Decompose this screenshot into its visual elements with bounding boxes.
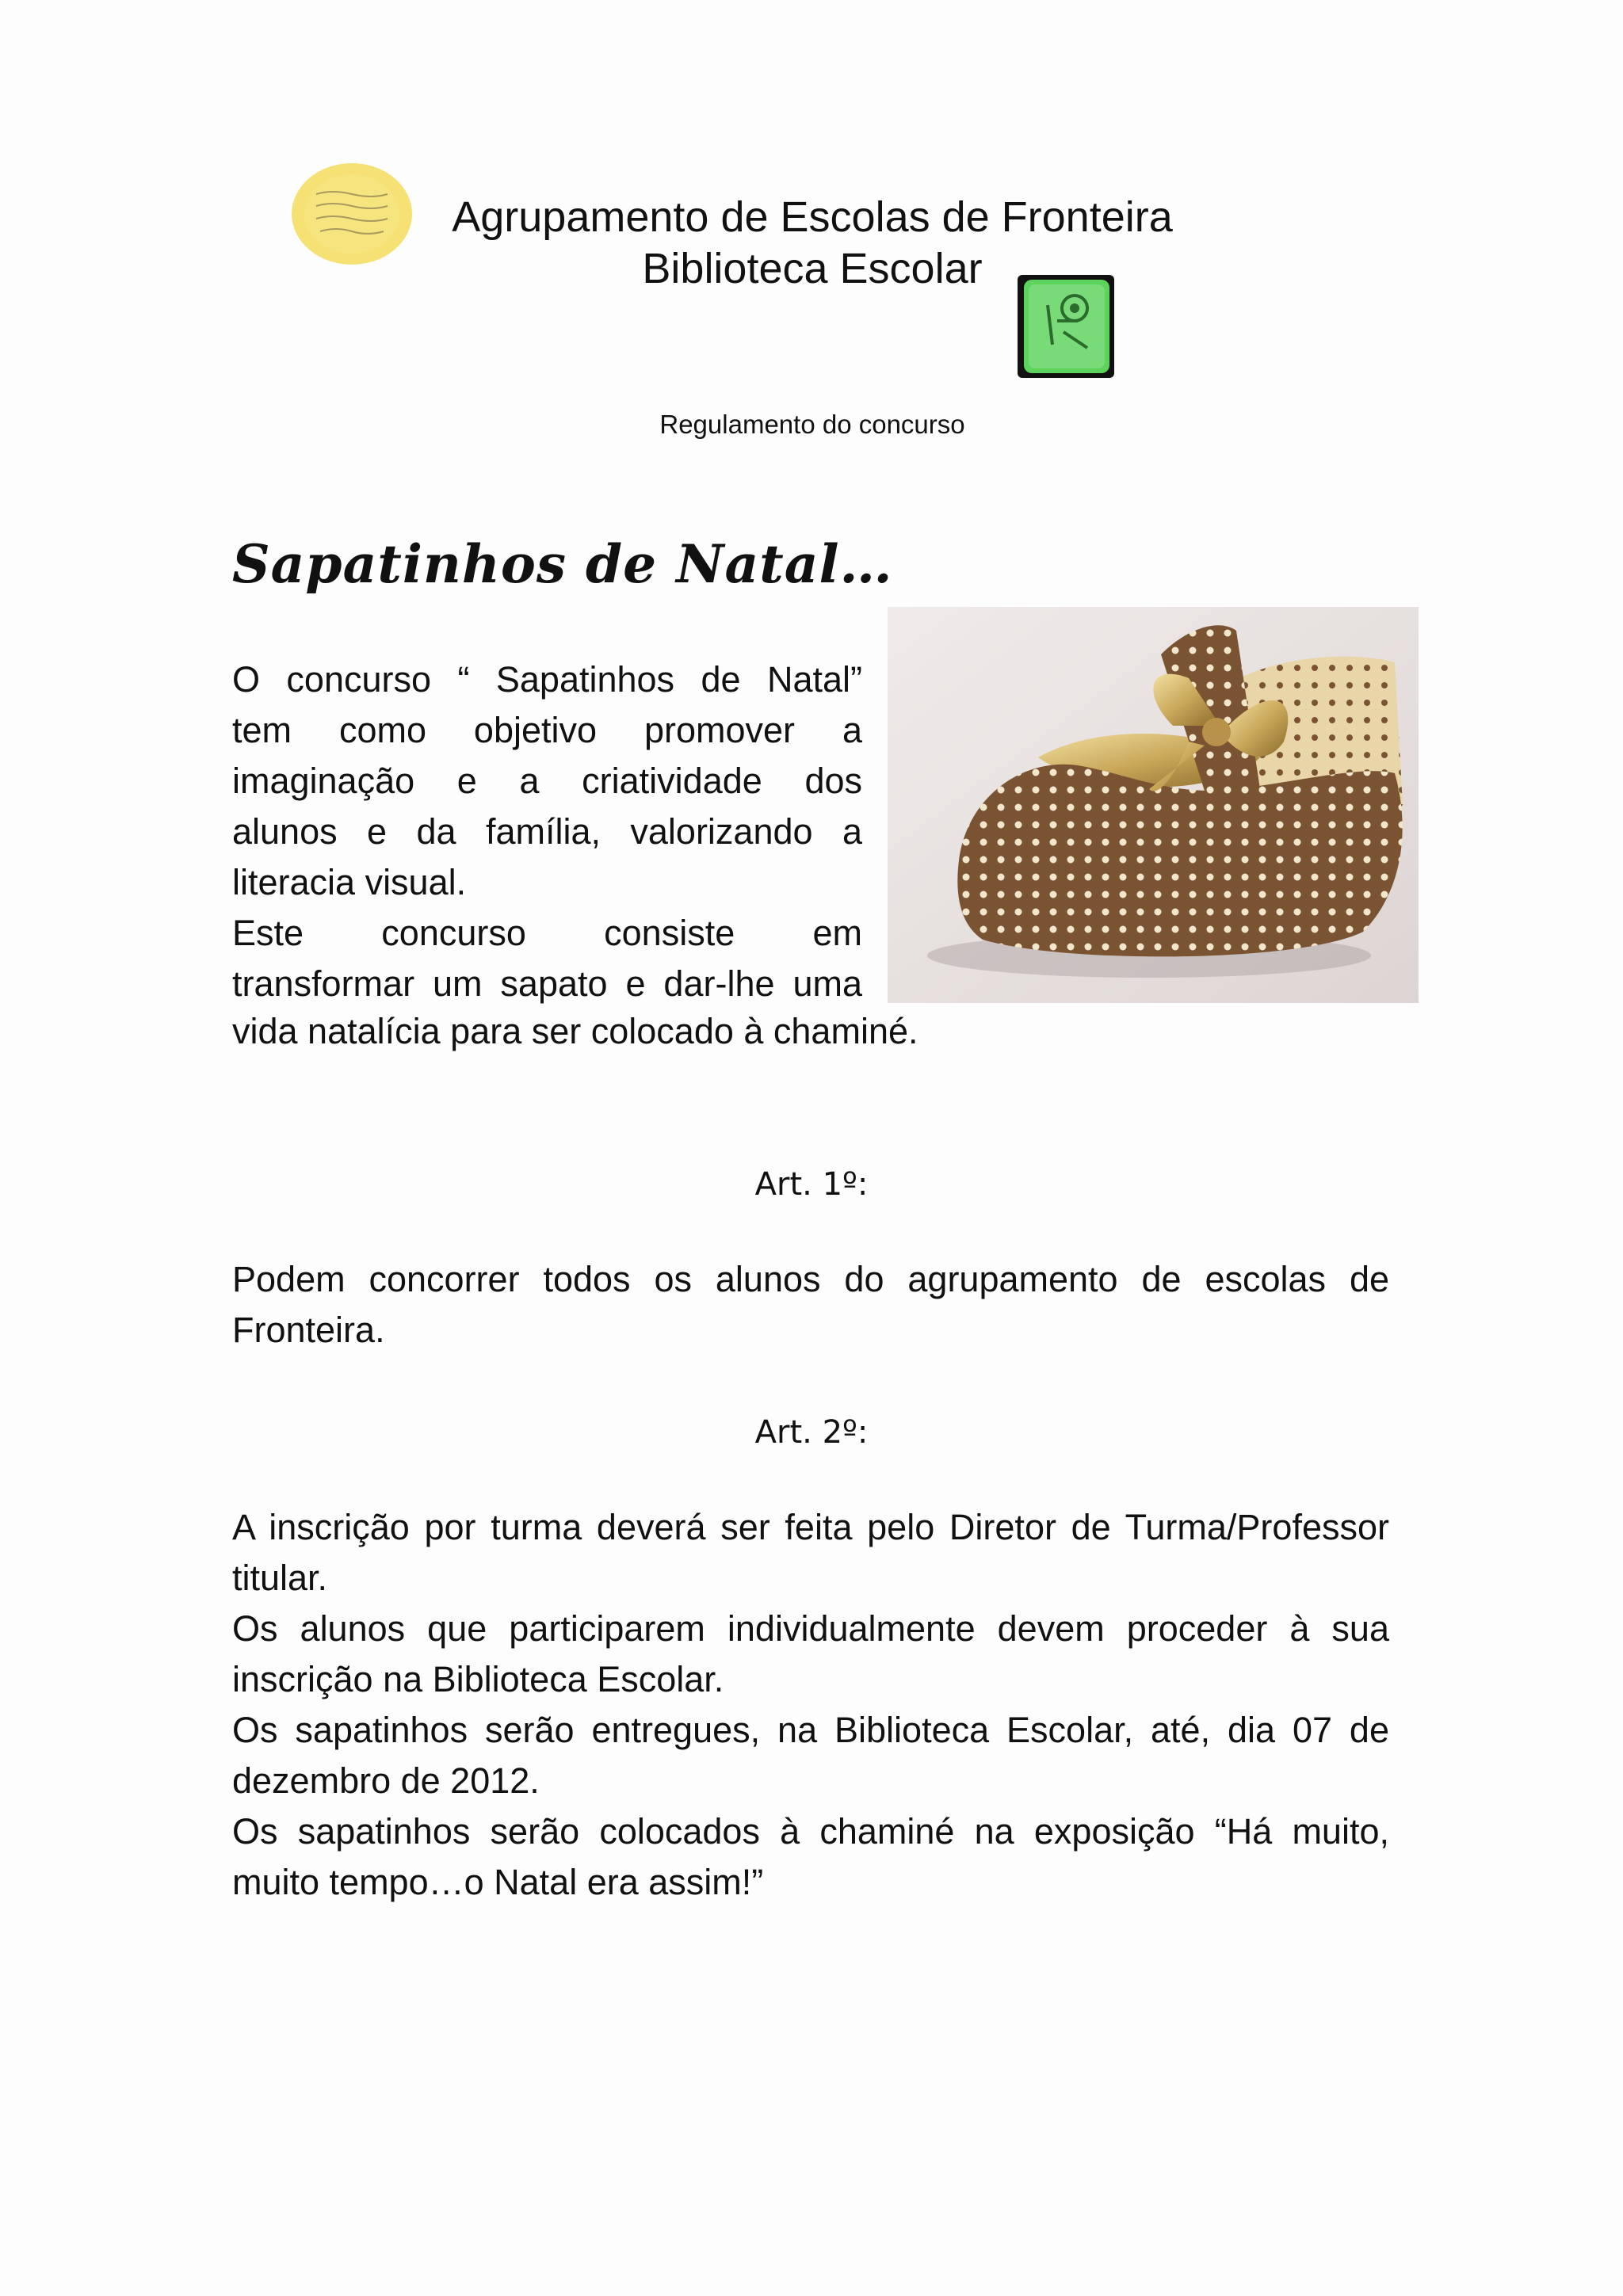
regulation-subtitle: Regulamento do concurso: [659, 410, 965, 439]
intro-line: alunos e da família, valorizando a: [232, 811, 862, 852]
intro-line: Este concurso consiste em: [232, 913, 862, 953]
library-logo: [1016, 273, 1116, 379]
article-2-body: [232, 1502, 1389, 1908]
article-paragraph: A inscrição por turma deverá ser feita pelo Diretor de Turma/Professor titular.: [232, 1507, 1389, 1598]
intro-paragraph: [232, 654, 862, 1009]
intro-line: imaginação e a criatividade dos: [232, 761, 862, 801]
article-paragraph: Os sapatinhos serão colocados à chaminé na exposição “Há muito, muito tempo…o Natal era assim!”: [232, 1811, 1389, 1902]
article-paragraph: Podem concorrer todos os alunos do agrupamento de escolas de Fronteira.: [232, 1259, 1389, 1350]
article-paragraph: Os sapatinhos serão entregues, na Biblioteca Escolar, até, dia 07 de dezembro de 2012.: [232, 1710, 1389, 1801]
school-group-logo: [288, 158, 415, 269]
intro-line: O concurso “ Sapatinhos de Natal”: [232, 659, 862, 700]
intro-tail-line: vida natalícia para ser colocado à chaminé.: [232, 1011, 918, 1051]
intro-line: tem como objetivo promover a: [232, 710, 862, 750]
intro-line: transformar um sapato e dar-lhe uma: [232, 963, 862, 1004]
article-1-heading: Art. 1º:: [754, 1166, 869, 1203]
header-org: Agrupamento de Escolas de Fronteira: [452, 193, 1173, 241]
page-title: Sapatinhos de Natal…: [232, 533, 893, 595]
article-2-heading: Art. 2º:: [754, 1414, 869, 1451]
article-paragraph: Os alunos que participarem individualmente devem proceder à sua inscrição na Biblioteca Escolar.: [232, 1608, 1389, 1699]
decorated-shoe-photo: [888, 607, 1419, 1003]
article-1-body: [232, 1254, 1389, 1356]
intro-line: literacia visual.: [232, 862, 467, 902]
header-dept: Biblioteca Escolar: [642, 245, 983, 292]
